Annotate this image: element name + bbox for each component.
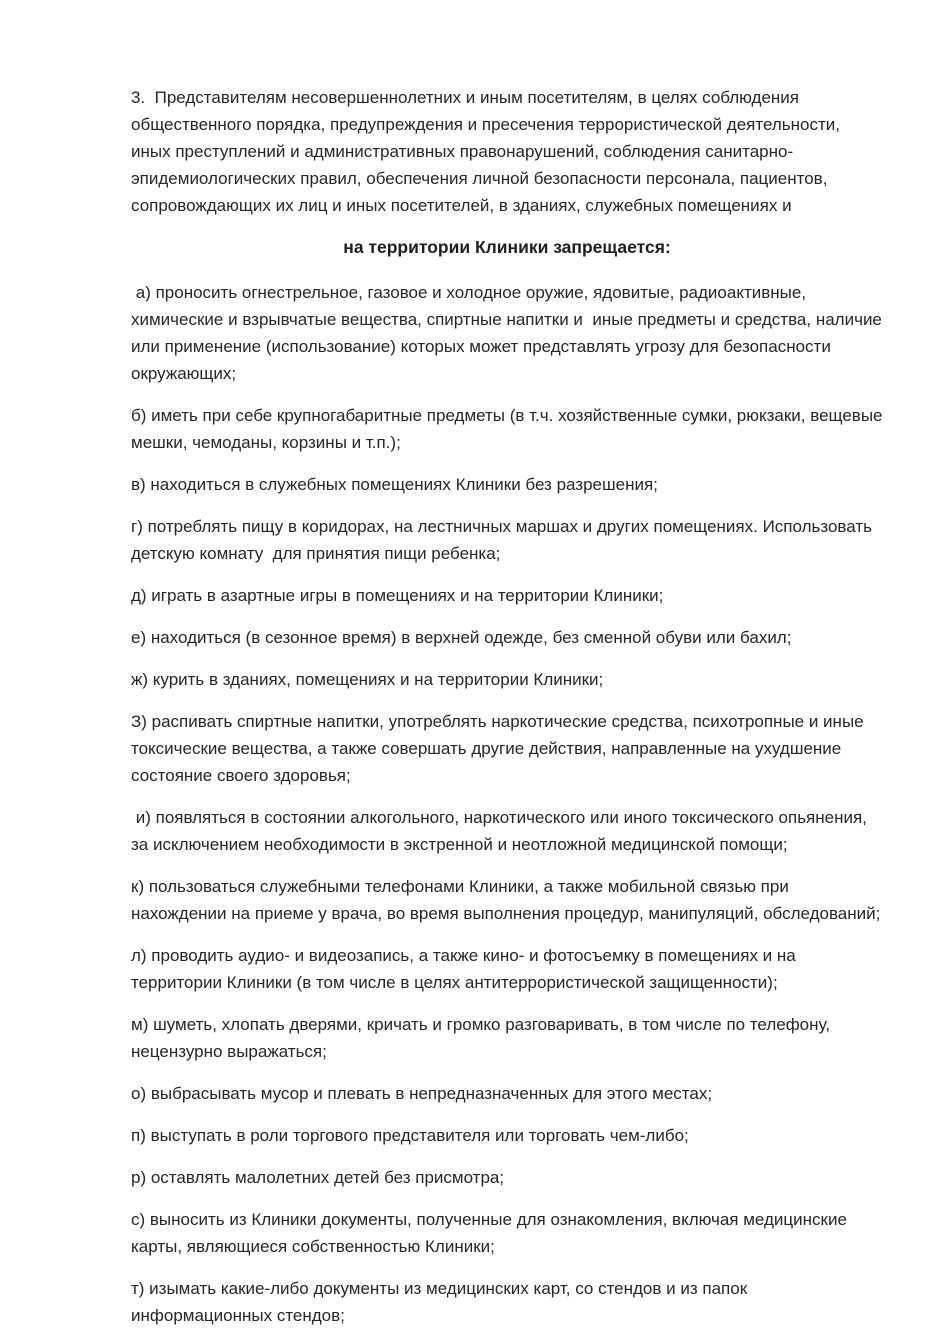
list-item-e: е) находиться (в сезонное время) в верхней одежде, без сменной обуви или бахил; <box>131 628 792 647</box>
list-item-r: р) оставлять малолетних детей без присмотра; <box>131 1168 505 1187</box>
list-item-m: м) шуметь, хлопать дверями, кричать и громко разговаривать, в том числе по телефону, нецензурно выражаться; <box>131 1015 835 1061</box>
document-body <box>131 84 888 1344</box>
section-heading: на территории Клиники запрещается: <box>343 237 671 257</box>
list-item-s: с) выносить из Клиники документы, полученные для ознакомления, включая медицинские карты, являющиеся собственностью Клиники; <box>131 1210 852 1256</box>
list-item-p: п) выступать в роли торгового представителя или торговать чем-либо; <box>131 1126 689 1145</box>
list-item-g: г) потреблять пищу в коридорах, на лестничных маршах и других помещениях. Использовать детскую комнату для принятия пищи ребенка; <box>131 517 877 563</box>
list-item-o: о) выбрасывать мусор и плевать в непредназначенных для этого местах; <box>131 1084 713 1103</box>
list-item-k: к) пользоваться служебными телефонами Клиники, а также мобильной связью при нахождении на приеме у врача, во время выполнения процедур, манипуляций, обследований; <box>131 877 881 923</box>
list-item-d: д) играть в азартные игры в помещениях и на территории Клиники; <box>131 586 664 605</box>
intro-paragraph: 3. Представителям несовершеннолетних и иным посетителям, в целях соблюдения общественного порядка, предупреждения и пресечения террористической деятельности, иных преступлений и административных правонарушений, соблюдения санитарно-эпидемиологических правил, обеспечения личной безопасности персонала, пациентов, сопровождающих их лиц и иных посетителей, в зданиях, служебных помещениях и <box>131 88 845 215</box>
list-item-v: в) находиться в служебных помещениях Клиники без разрешения; <box>131 475 658 494</box>
list-item-zh: ж) курить в зданиях, помещениях и на территории Клиники; <box>131 670 604 689</box>
list-item-l: л) проводить аудио- и видеозапись, а также кино- и фотосъемку в помещениях и на территории Клиники (в том числе в целях антитеррористической защищенности); <box>131 946 801 992</box>
list-item-i: и) появляться в состоянии алкогольного, наркотического или иного токсического опьянения, за исключением необходимости в экстренной и неотложной медицинской помощи; <box>131 808 872 854</box>
list-item-a: а) проносить огнестрельное, газовое и холодное оружие, ядовитые, радиоактивные, химические и взрывчатые вещества, спиртные напитки и иные предметы и средства, наличие или применение (использование) которых может представлять угрозу для безопасности окружающих; <box>131 283 887 383</box>
list-item-z: З) распивать спиртные напитки, употреблять наркотические средства, психотропные и иные токсические вещества, а также совершать другие действия, направленные на ухудшение состояние своего здоровья; <box>131 712 869 785</box>
list-item-b: б) иметь при себе крупногабаритные предметы (в т.ч. хозяйственные сумки, рюкзаки, вещевые мешки, чемоданы, корзины и т.п.); <box>131 406 888 452</box>
list-item-t: т) изымать какие-либо документы из медицинских карт, со стендов и из папок информационных стендов; <box>131 1279 752 1325</box>
